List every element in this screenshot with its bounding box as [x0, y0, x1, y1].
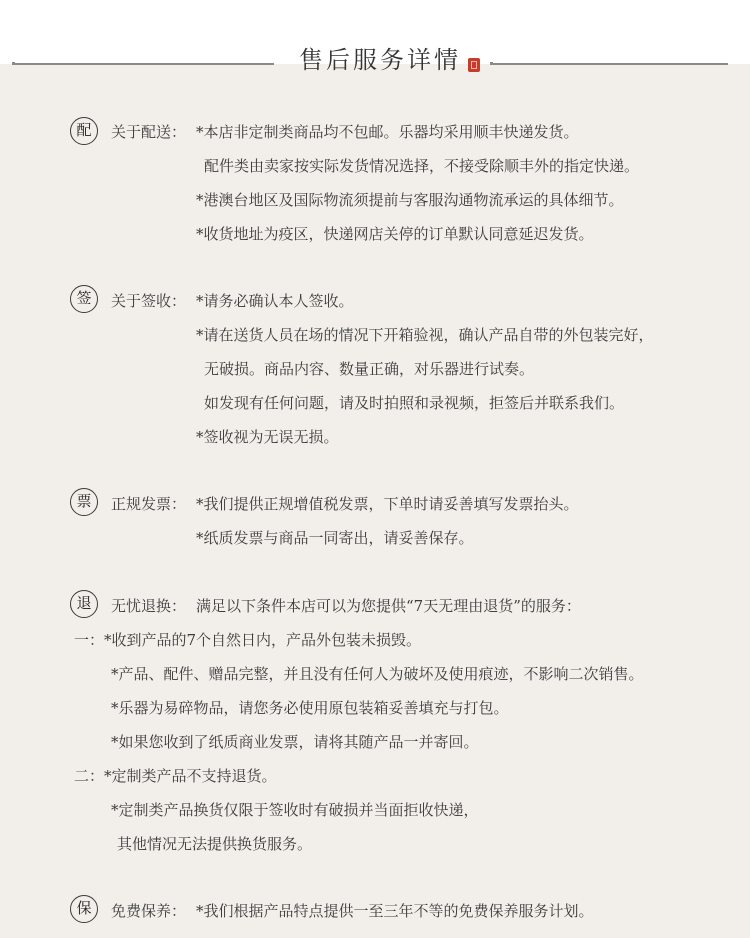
title-rule-right — [490, 63, 728, 65]
returns-line: 二：*定制类产品不支持退货。 — [74, 767, 277, 785]
shipping-line: *本店非定制类商品均不包邮。乐器均采用顺丰快递发货。 — [196, 123, 579, 141]
page-title: 售后服务详情 — [299, 46, 461, 74]
returns-line: *如果您收到了纸质商业发票，请将其随产品一并寄回。 — [111, 733, 479, 751]
header — [0, 0, 750, 82]
warranty-line: *我们根据产品特点提供一至三年不等的免费保养服务计划。 — [196, 902, 594, 920]
badge-returns: 退 — [70, 590, 98, 618]
returns-line: 一：*收到产品的7个自然日内，产品外包装未损毁。 — [74, 631, 422, 649]
returns-intro: 满足以下条件本店可以为您提供“7天无理由退货”的服务： — [196, 597, 581, 615]
signing-line: *请务必确认本人签收。 — [196, 292, 354, 310]
invoice-line: *纸质发票与商品一同寄出，请妥善保存。 — [196, 529, 474, 547]
section-label-returns: 无忧退换： — [111, 597, 187, 615]
signing-line: *签收视为无误无损。 — [196, 428, 339, 446]
section-label-invoice: 正规发票： — [111, 495, 187, 513]
signing-line: 如发现有任何问题，请及时拍照和录视频，拒签后并联系我们。 — [204, 394, 625, 412]
shipping-line: *收货地址为疫区，快递网店关停的订单默认同意延迟发货。 — [196, 225, 594, 243]
badge-invoice: 票 — [70, 488, 98, 516]
badge-signing: 签 — [70, 285, 98, 313]
returns-line: *定制类产品换货仅限于签收时有破损并当面拒收快递， — [111, 801, 479, 819]
section-label-signing: 关于签收： — [111, 292, 187, 310]
shipping-line: 配件类由卖家按实际发货情况选择，不接受除顺丰外的指定快递。 — [204, 157, 640, 175]
signing-line: 无破损。商品内容、数量正确，对乐器进行试奏。 — [204, 360, 535, 378]
badge-shipping: 配 — [70, 117, 98, 145]
title-rule-left — [12, 63, 274, 65]
section-label-shipping: 关于配送： — [111, 123, 187, 141]
badge-warranty: 保 — [70, 895, 98, 923]
shipping-line: *港澳台地区及国际物流须提前与客服沟通物流承运的具体细节。 — [196, 191, 624, 209]
section-label-warranty: 免费保养： — [111, 902, 187, 920]
returns-line: 其他情况无法提供换货服务。 — [117, 835, 313, 853]
returns-line: *乐器为易碎物品，请您务必使用原包装箱妥善填充与打包。 — [111, 699, 509, 717]
returns-line: *产品、配件、赠品完整，并且没有任何人为破坏及使用痕迹，不影响二次销售。 — [111, 665, 644, 683]
signing-line: *请在送货人员在场的情况下开箱验视，确认产品自带的外包装完好， — [196, 326, 654, 344]
red-seal-icon — [468, 58, 480, 72]
invoice-line: *我们提供正规增值税发票，下单时请妥善填写发票抬头。 — [196, 495, 579, 513]
